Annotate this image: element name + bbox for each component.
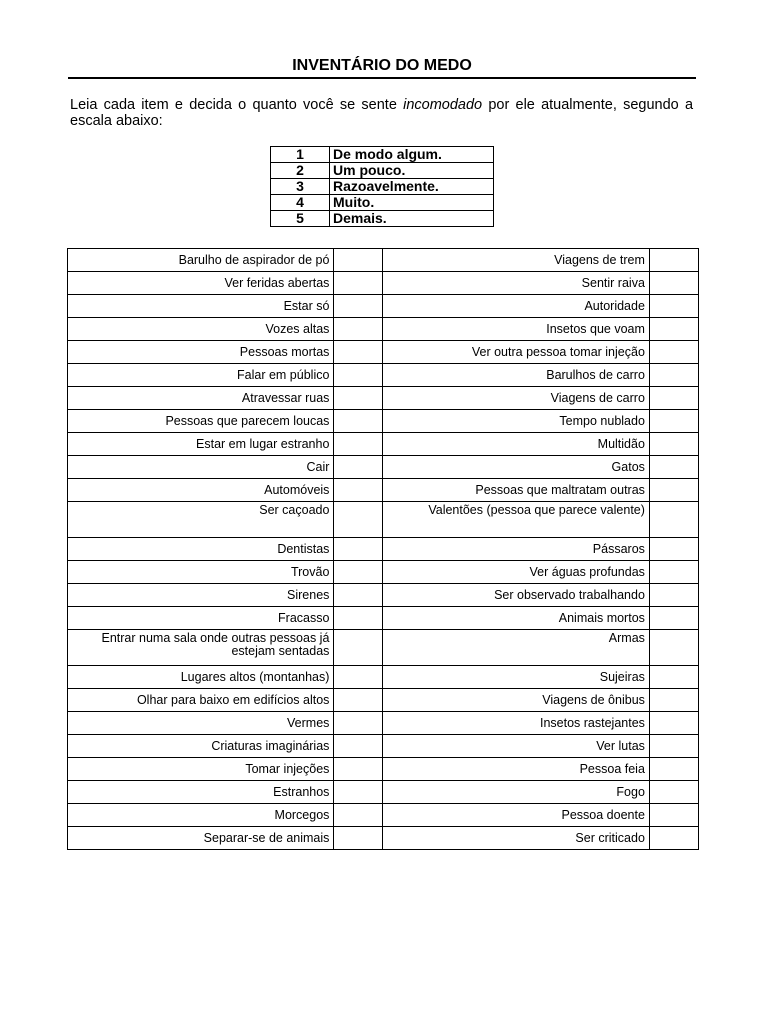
answer-cell-left[interactable] bbox=[334, 479, 383, 502]
item-label-left: Trovão bbox=[68, 561, 334, 584]
item-label-right: Tempo nublado bbox=[383, 410, 649, 433]
scale-label: Um pouco. bbox=[330, 163, 494, 179]
scale-row bbox=[271, 163, 494, 179]
answer-cell-right[interactable] bbox=[649, 630, 698, 666]
item-label-left: Dentistas bbox=[68, 538, 334, 561]
answer-cell-left[interactable] bbox=[334, 584, 383, 607]
scale-row bbox=[271, 195, 494, 211]
item-row bbox=[68, 387, 699, 410]
answer-cell-left[interactable] bbox=[334, 272, 383, 295]
item-label-left: Tomar injeções bbox=[68, 758, 334, 781]
item-row bbox=[68, 689, 699, 712]
item-label-left: Estar só bbox=[68, 295, 334, 318]
answer-cell-left[interactable] bbox=[334, 735, 383, 758]
item-row bbox=[68, 479, 699, 502]
item-row bbox=[68, 318, 699, 341]
item-label-right: Armas bbox=[383, 630, 649, 666]
item-label-left: Ver feridas abertas bbox=[68, 272, 334, 295]
answer-cell-right[interactable] bbox=[649, 561, 698, 584]
answer-cell-right[interactable] bbox=[649, 584, 698, 607]
item-label-right: Insetos que voam bbox=[383, 318, 649, 341]
answer-cell-right[interactable] bbox=[649, 607, 698, 630]
answer-cell-right[interactable] bbox=[649, 712, 698, 735]
item-row bbox=[68, 607, 699, 630]
item-label-left: Pessoas mortas bbox=[68, 341, 334, 364]
item-label-right: Fogo bbox=[383, 781, 649, 804]
scale-label: De modo algum. bbox=[330, 147, 494, 163]
item-row bbox=[68, 502, 699, 538]
item-row bbox=[68, 456, 699, 479]
answer-cell-right[interactable] bbox=[649, 758, 698, 781]
item-row bbox=[68, 735, 699, 758]
scale-value: 3 bbox=[271, 179, 330, 195]
item-row bbox=[68, 249, 699, 272]
instructions bbox=[70, 97, 693, 129]
scale-value: 5 bbox=[271, 211, 330, 227]
item-label-right: Viagens de ônibus bbox=[383, 689, 649, 712]
item-label-right: Pássaros bbox=[383, 538, 649, 561]
item-label-right: Viagens de carro bbox=[383, 387, 649, 410]
answer-cell-left[interactable] bbox=[334, 364, 383, 387]
item-label-right: Ser observado trabalhando bbox=[383, 584, 649, 607]
answer-cell-left[interactable] bbox=[334, 249, 383, 272]
item-label-left: Estranhos bbox=[68, 781, 334, 804]
answer-cell-right[interactable] bbox=[649, 249, 698, 272]
item-label-left: Vermes bbox=[68, 712, 334, 735]
item-label-left: Entrar numa sala onde outras pessoas já estejam sentadas bbox=[68, 630, 334, 666]
item-label-left: Olhar para baixo em edifícios altos bbox=[68, 689, 334, 712]
item-label-right: Multidão bbox=[383, 433, 649, 456]
item-label-right: Animais mortos bbox=[383, 607, 649, 630]
answer-cell-left[interactable] bbox=[334, 827, 383, 850]
fear-items-table bbox=[67, 248, 699, 850]
answer-cell-right[interactable] bbox=[649, 295, 698, 318]
answer-cell-left[interactable] bbox=[334, 607, 383, 630]
instructions-text-end: por ele atualmente, segundo a escala abaixo: bbox=[70, 97, 694, 129]
item-label-left: Estar em lugar estranho bbox=[68, 433, 334, 456]
answer-cell-right[interactable] bbox=[649, 341, 698, 364]
item-label-right: Pessoa feia bbox=[383, 758, 649, 781]
item-row bbox=[68, 272, 699, 295]
item-label-left: Fracasso bbox=[68, 607, 334, 630]
item-row bbox=[68, 410, 699, 433]
item-row bbox=[68, 827, 699, 850]
answer-cell-right[interactable] bbox=[649, 479, 698, 502]
item-row bbox=[68, 561, 699, 584]
item-label-right: Valentões (pessoa que parece valente) bbox=[383, 502, 649, 538]
answer-cell-right[interactable] bbox=[649, 456, 698, 479]
page-title: INVENTÁRIO DO MEDO bbox=[292, 57, 472, 74]
item-label-left: Pessoas que parecem loucas bbox=[68, 410, 334, 433]
answer-cell-right[interactable] bbox=[649, 272, 698, 295]
answer-cell-right[interactable] bbox=[649, 364, 698, 387]
answer-cell-left[interactable] bbox=[334, 410, 383, 433]
item-row bbox=[68, 341, 699, 364]
answer-cell-left[interactable] bbox=[334, 689, 383, 712]
answer-cell-left[interactable] bbox=[334, 387, 383, 410]
item-label-left: Cair bbox=[68, 456, 334, 479]
answer-cell-left[interactable] bbox=[334, 433, 383, 456]
answer-cell-right[interactable] bbox=[649, 318, 698, 341]
answer-cell-left[interactable] bbox=[334, 666, 383, 689]
answer-cell-right[interactable] bbox=[649, 781, 698, 804]
item-label-right: Pessoa doente bbox=[383, 804, 649, 827]
item-label-left: Barulho de aspirador de pó bbox=[68, 249, 334, 272]
item-row bbox=[68, 584, 699, 607]
answer-cell-right[interactable] bbox=[649, 538, 698, 561]
instructions-emphasis: incomodado bbox=[403, 97, 483, 113]
item-row bbox=[68, 666, 699, 689]
item-row bbox=[68, 804, 699, 827]
item-row bbox=[68, 295, 699, 318]
item-label-left: Separar-se de animais bbox=[68, 827, 334, 850]
answer-cell-left[interactable] bbox=[334, 318, 383, 341]
item-label-left: Morcegos bbox=[68, 804, 334, 827]
answer-cell-left[interactable] bbox=[334, 712, 383, 735]
scale-label: Razoavelmente. bbox=[330, 179, 494, 195]
instructions-text-start: Leia cada item e decida o quanto você se sente bbox=[70, 97, 404, 113]
answer-cell-right[interactable] bbox=[649, 804, 698, 827]
title-divider bbox=[68, 77, 696, 79]
answer-cell-right[interactable] bbox=[649, 827, 698, 850]
item-label-right: Ser criticado bbox=[383, 827, 649, 850]
scale-value: 1 bbox=[271, 147, 330, 163]
item-row bbox=[68, 781, 699, 804]
answer-cell-left[interactable] bbox=[334, 561, 383, 584]
answer-cell-left[interactable] bbox=[334, 781, 383, 804]
scale-row bbox=[271, 211, 494, 227]
item-label-left: Automóveis bbox=[68, 479, 334, 502]
item-row bbox=[68, 433, 699, 456]
answer-cell-left[interactable] bbox=[334, 456, 383, 479]
scale-value: 2 bbox=[271, 163, 330, 179]
item-label-right: Ver águas profundas bbox=[383, 561, 649, 584]
item-label-left: Criaturas imaginárias bbox=[68, 735, 334, 758]
item-label-left: Atravessar ruas bbox=[68, 387, 334, 410]
item-row bbox=[68, 712, 699, 735]
answer-cell-left[interactable] bbox=[334, 804, 383, 827]
item-label-right: Insetos rastejantes bbox=[383, 712, 649, 735]
answer-cell-right[interactable] bbox=[649, 689, 698, 712]
scale-value: 4 bbox=[271, 195, 330, 211]
item-label-right: Ver lutas bbox=[383, 735, 649, 758]
item-label-left: Lugares altos (montanhas) bbox=[68, 666, 334, 689]
answer-cell-right[interactable] bbox=[649, 666, 698, 689]
answer-cell-left[interactable] bbox=[334, 758, 383, 781]
item-label-right: Pessoas que maltratam outras bbox=[383, 479, 649, 502]
item-label-right: Ver outra pessoa tomar injeção bbox=[383, 341, 649, 364]
scale-row bbox=[271, 179, 494, 195]
answer-cell-left[interactable] bbox=[334, 538, 383, 561]
answer-cell-right[interactable] bbox=[649, 410, 698, 433]
answer-cell-right[interactable] bbox=[649, 735, 698, 758]
item-label-right: Autoridade bbox=[383, 295, 649, 318]
item-label-right: Sentir raiva bbox=[383, 272, 649, 295]
item-row bbox=[68, 538, 699, 561]
item-label-right: Barulhos de carro bbox=[383, 364, 649, 387]
item-label-right: Gatos bbox=[383, 456, 649, 479]
answer-cell-left[interactable] bbox=[334, 295, 383, 318]
answer-cell-right[interactable] bbox=[649, 433, 698, 456]
scale-label: Demais. bbox=[330, 211, 494, 227]
item-row bbox=[68, 758, 699, 781]
item-label-left: Falar em público bbox=[68, 364, 334, 387]
item-label-left: Vozes altas bbox=[68, 318, 334, 341]
item-row bbox=[68, 630, 699, 666]
item-label-left: Sirenes bbox=[68, 584, 334, 607]
answer-cell-left[interactable] bbox=[334, 630, 383, 666]
answer-cell-right[interactable] bbox=[649, 387, 698, 410]
item-label-right: Sujeiras bbox=[383, 666, 649, 689]
answer-cell-right[interactable] bbox=[649, 502, 698, 538]
answer-cell-left[interactable] bbox=[334, 502, 383, 538]
item-label-left: Ser caçoado bbox=[68, 502, 334, 538]
scale-label: Muito. bbox=[330, 195, 494, 211]
rating-scale-table bbox=[270, 146, 494, 227]
item-label-right: Viagens de trem bbox=[383, 249, 649, 272]
item-row bbox=[68, 364, 699, 387]
scale-row bbox=[271, 147, 494, 163]
answer-cell-left[interactable] bbox=[334, 341, 383, 364]
